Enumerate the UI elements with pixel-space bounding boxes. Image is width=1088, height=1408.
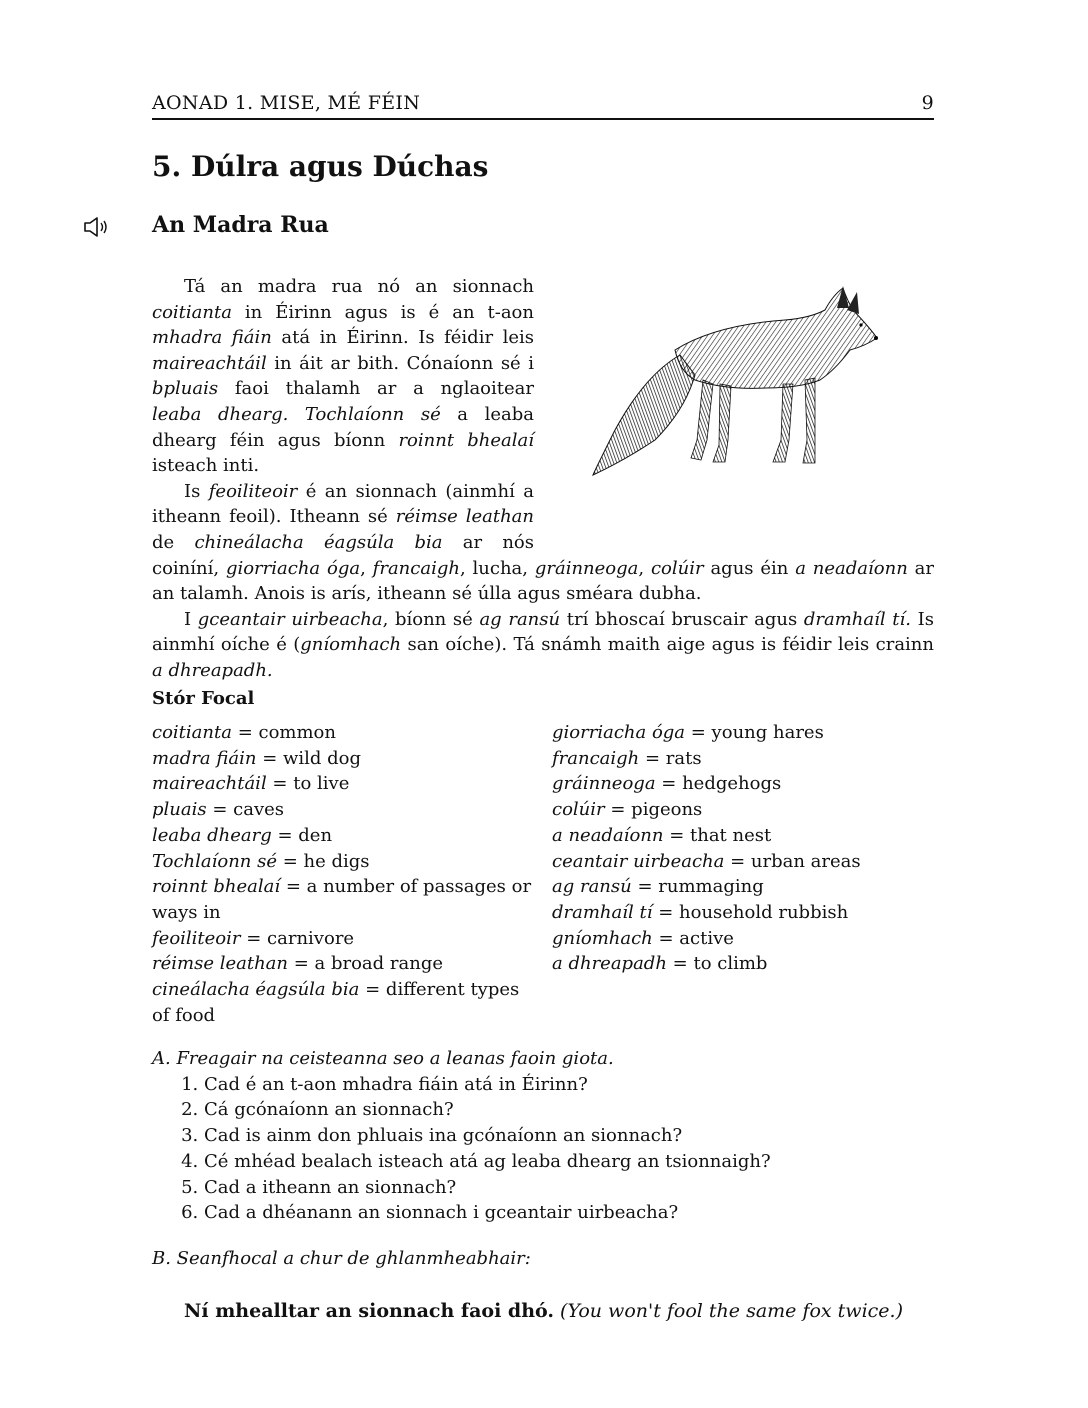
question-item: 2. Cá gcónaíonn an sionnach? [204,1097,934,1123]
page-number: 9 [921,92,934,114]
vocab-term: colúir [552,799,605,821]
text-run: , [638,557,651,579]
vocab-term-inline: gráinneoga [534,557,639,579]
vocab-entry [152,926,536,952]
vocab-meaning: = rats [639,747,702,769]
vocab-term: coitianta [152,722,232,743]
vocab-list-right [552,720,934,977]
vocab-term: Tochlaíonn sé [152,850,277,872]
vocab-term-inline: ag ransú [479,608,561,630]
text-run: Tá an madra rua nó an sionnach [184,276,534,297]
vocab-term: maireachtáil [152,773,267,795]
vocab-meaning: = wild dog [256,747,362,769]
text-run: , bíonn sé [382,608,480,630]
vocab-term-inline: colúir [650,557,704,579]
text-run: isteach inti. [152,455,260,477]
vocab-term-inline: bpluais [152,378,219,400]
vocab-entry [552,823,934,849]
vocab-entry [152,977,536,1028]
vocab-entry [552,874,934,900]
proverb-text: Ní mhealltar an sionnach faoi dhó. [184,1300,554,1322]
paragraph [152,607,934,684]
text-run: é an sionnach (ainmhí a itheann feoil). Itheann sé [152,480,534,528]
vocab-meaning: = hedgehogs [655,773,782,795]
vocab-term-inline: gníomhach [300,634,402,656]
vocab-term: madra fiáin [152,747,257,769]
text-run: a leaba dhearg féin agus bíonn [152,403,534,451]
text-run: Is [184,480,209,502]
vocab-meaning: = different types of food [152,979,520,1026]
question-item: 1. Cad é an t-aon mhadra fiáin atá in Éirinn? [204,1072,934,1098]
vocab-term: a dhreapadh [552,953,667,975]
exercise-a-instruction: A. Freagair na ceisteanna seo a leanas faoin giota. [152,1048,614,1069]
vocab-term-inline: Tochlaíonn sé [304,403,441,425]
vocab-meaning: = a broad range [287,953,444,975]
text-run: , lucha, [459,557,535,579]
vocab-term-inline: dramhaíl tí. [803,608,911,630]
vocab-meaning: = caves [206,799,285,821]
text-run: I [184,608,198,630]
question-item: 5. Cad a itheann an sionnach? [204,1175,934,1201]
vocab-entry [152,771,536,797]
vocab-term-inline: coitianta [152,301,232,323]
vocab-term-inline: francaigh [372,557,460,579]
text-run: de [152,531,195,553]
vocab-term: roinnt bhealaí [152,876,281,898]
vocab-term: cineálacha éagsúla bia [152,979,360,1001]
vocab-meaning: = household rubbish [652,901,849,923]
vocab-term: a neadaíonn [552,824,664,846]
question-item: 3. Cad is ainm don phluais ina gcónaíonn an sionnach? [204,1123,934,1149]
vocab-meaning: = pigeons [604,799,703,821]
vocab-meaning: = that nest [663,824,772,846]
text-run: faoi thalamh ar a nglaoitear [218,378,534,400]
vocab-entry [552,771,934,797]
text-run: in Éirinn agus is é an t-aon [231,301,534,323]
vocab-meaning: = den [271,824,333,846]
vocab-entry [552,926,934,952]
vocab-term-inline: a neadaíonn [795,557,908,579]
vocab-list-left [152,720,536,1028]
vocab-term: dramhaíl tí [552,901,653,923]
text-run: ar an talamh. Anois is arís, itheann sé úlla agus sméara dubha. [152,557,934,605]
vocab-entry [552,900,934,926]
vocab-entry [552,720,934,746]
vocab-term: feoiliteoir [152,927,241,949]
vocab-meaning: = common [231,722,336,743]
vocab-meaning: = a number of passages or ways in [152,876,532,923]
vocab-meaning: = to live [266,773,350,795]
vocab-entry [552,951,934,977]
exercise-b-instruction: B. Seanfhocal a chur de ghlanmheabhair: [152,1248,531,1269]
vocab-term-inline: chineálacha éagsúla bia [194,531,443,553]
text-run: Is ainmhí oíche é ( [152,608,934,656]
vocab-entry [152,874,536,925]
vocab-term-inline: mhadra fiáin [152,327,272,349]
vocab-entry [552,746,934,772]
text-run: atá in Éirinn. Is féidir leis [271,327,534,349]
vocab-meaning: = young hares [685,722,824,743]
vocab-term: ag ransú [552,876,632,898]
vocab-term-inline: feoiliteoir [208,480,298,502]
vocab-term: réimse leathan [152,953,288,975]
vocab-term: giorriacha óga [552,722,686,743]
proverb-translation: (You won't fool the same fox twice.) [560,1300,903,1322]
vocab-meaning: = he digs [277,850,370,872]
vocab-term-inline: a dhreapadh. [152,659,273,681]
section-title: 5. Dúlra agus Dúchas [152,150,489,183]
text-run: , [360,557,373,579]
text-run [288,404,305,425]
vocab-term-inline: gceantair uirbeacha [197,608,383,630]
vocab-term: gráinneoga [552,773,656,795]
speaker-icon[interactable] [82,216,112,238]
text-run: trí bhoscaí bruscair agus [560,608,804,630]
subsection-title: An Madra Rua [152,212,329,238]
vocab-meaning: = rummaging [631,876,764,898]
vocab-term-inline: réimse leathan [395,506,534,528]
vocab-entry [152,951,536,977]
vocab-term-inline: roinnt bhealaí [398,429,534,451]
vocab-term: pluais [152,799,207,821]
text-run: agus éin [703,557,796,579]
text-run: ar nós coiníní, [152,531,534,579]
vocab-entry [152,746,536,772]
vocab-meaning: = urban areas [724,850,861,872]
chapter-title: AONAD 1. MISE, MÉ FÉIN [152,92,421,114]
vocab-entry [152,823,536,849]
exercise-a [152,1046,934,1226]
reading-passage [152,274,934,684]
vocab-term-inline: maireachtáil [152,352,267,374]
vocab-entry [152,797,536,823]
question-list [152,1072,934,1226]
text-run: in áit ar bith. Cónaíonn sé i [266,352,534,374]
vocab-meaning: = active [652,927,734,949]
vocab-meaning: = to climb [666,953,768,975]
vocab-term-inline: leaba dhearg. [152,403,289,425]
question-item: 6. Cad a dhéanann an sionnach i gceantair uirbeacha? [204,1200,934,1226]
proverb [184,1300,903,1322]
vocab-term: leaba dhearg [152,824,272,846]
text-run: san oíche). Tá snámh maith aige agus is féidir leis crainn [401,634,934,656]
vocab-entry [152,849,536,875]
vocab-term: gníomhach [552,927,653,949]
vocab-term: ceantair uirbeacha [552,850,725,872]
vocab-term: francaigh [552,747,640,769]
vocab-title: Stór Focal [152,688,255,709]
vocab-term-inline: giorriacha óga [225,557,361,579]
vocab-meaning: = carnivore [240,927,355,949]
vocab-entry [552,849,934,875]
question-item: 4. Cé mhéad bealach isteach atá ag leaba dhearg an tsionnaigh? [204,1149,934,1175]
vocab-entry [552,797,934,823]
running-header [152,92,934,120]
vocab-entry [152,720,536,746]
